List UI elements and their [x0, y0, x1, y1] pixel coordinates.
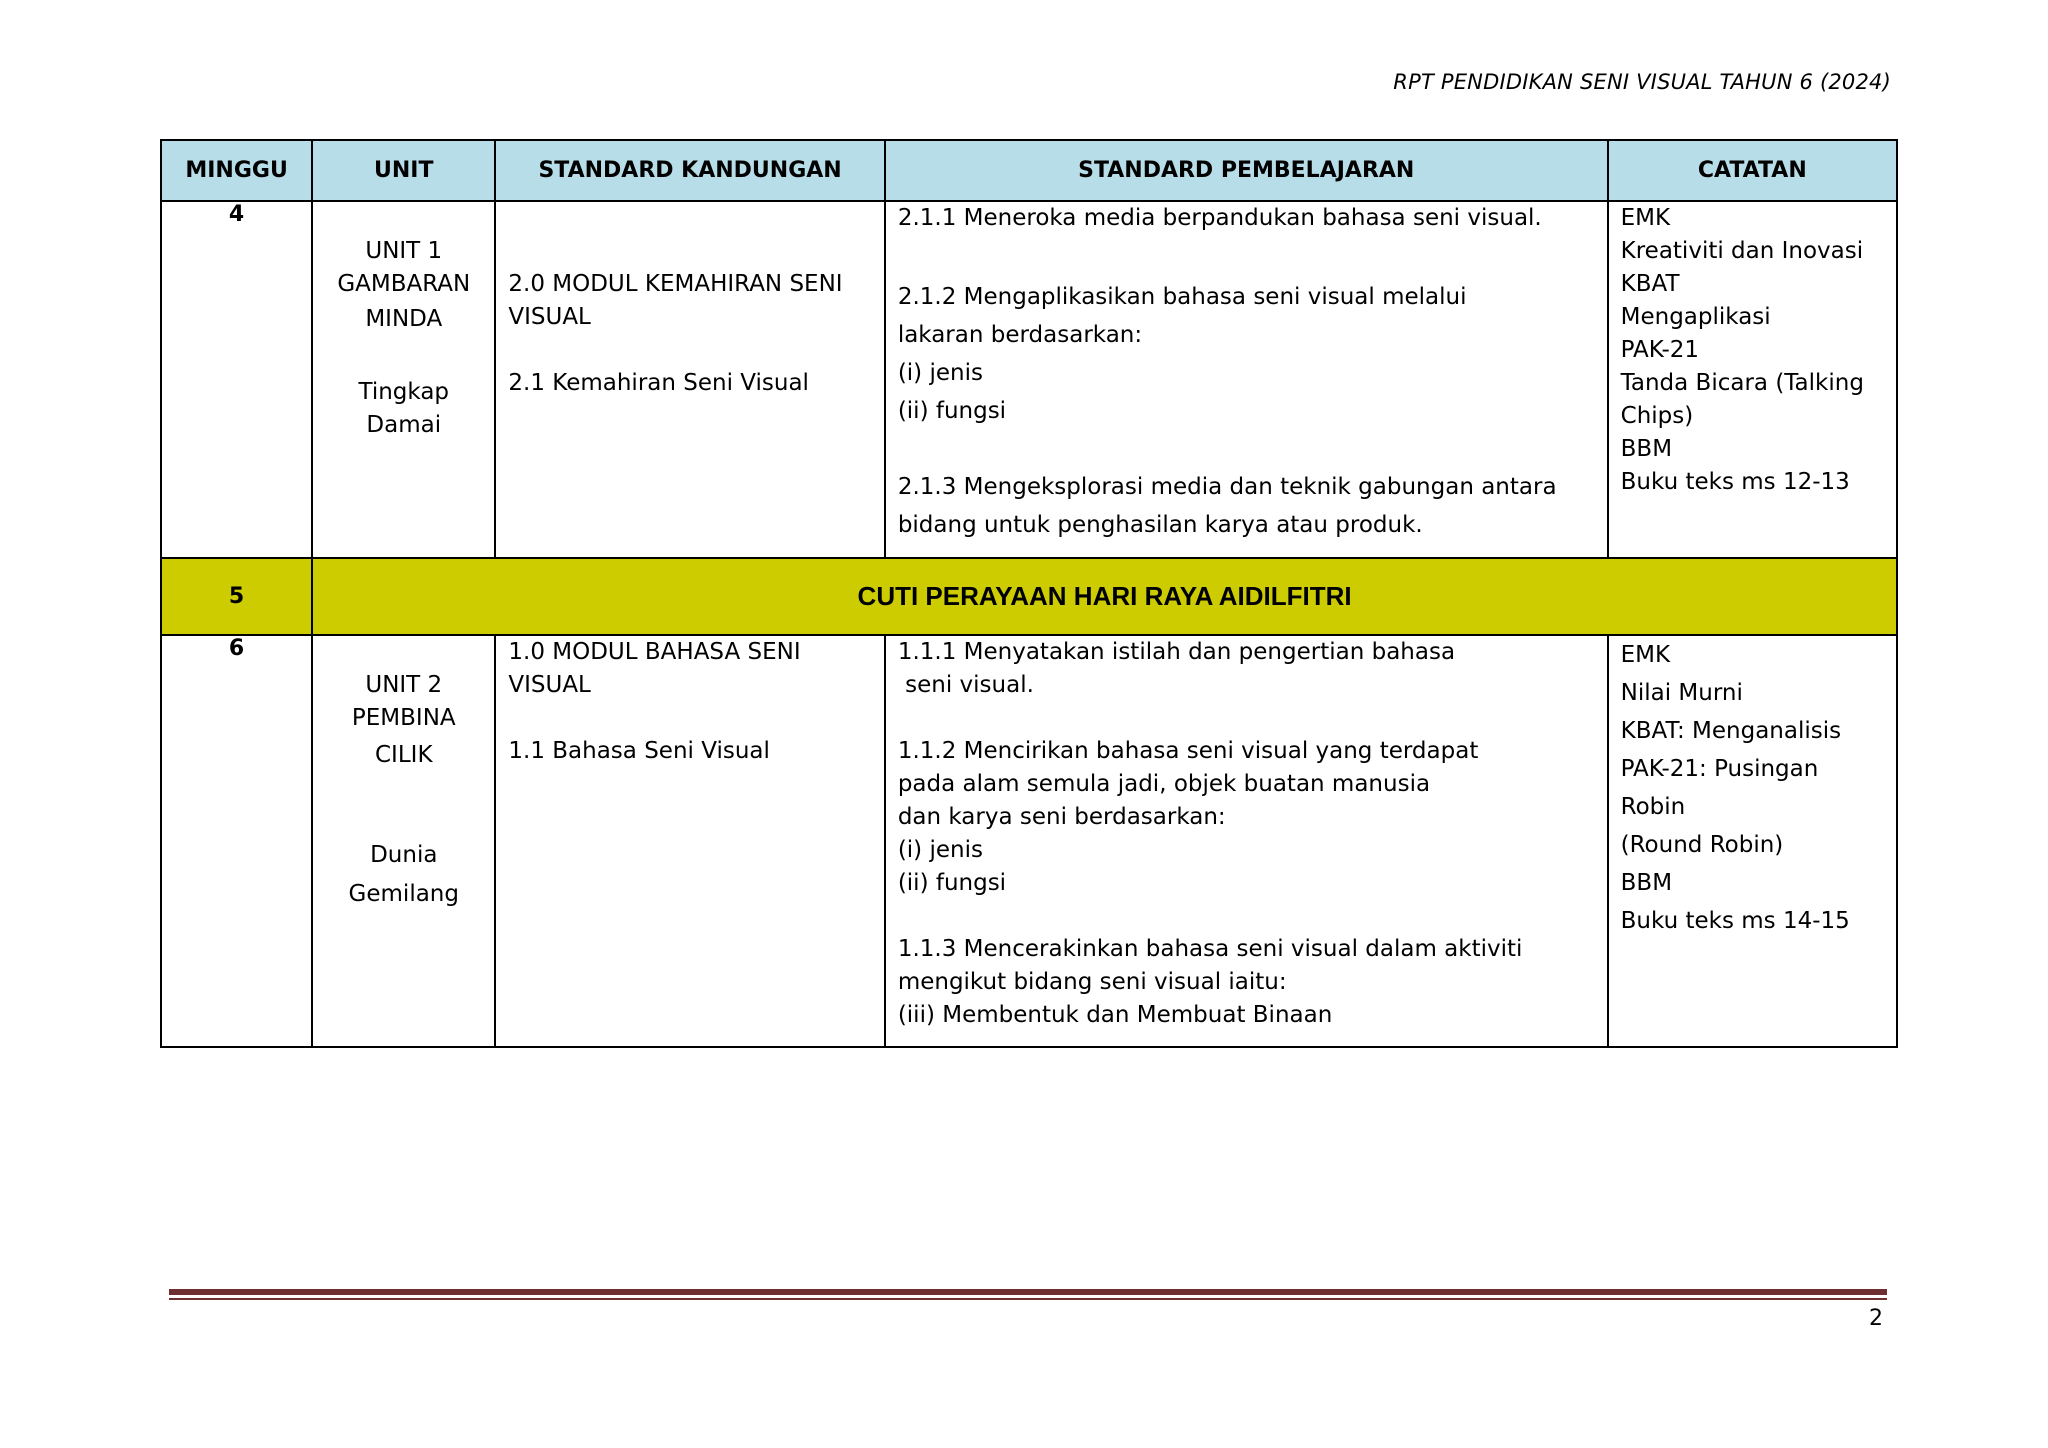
catatan-line: KBAT: Menganalisis — [1620, 718, 1842, 744]
header-catatan: CATATAN — [1608, 140, 1897, 201]
catatan-line: Mengaplikasi — [1620, 304, 1771, 330]
unit-line: Tingkap — [358, 379, 450, 405]
sp-line: (i) jenis — [897, 837, 983, 863]
sp-line: mengikut bidang seni visual iaitu: — [897, 969, 1287, 995]
catatan-line: Buku teks ms 12-13 — [1620, 469, 1850, 495]
standard-kandungan-cell — [495, 635, 884, 1047]
sk-line: 2.1 Kemahiran Seni Visual — [508, 370, 809, 396]
sp-line: 2.1.2 Mengaplikasikan bahasa seni visual melalui — [897, 284, 1467, 310]
sp-line: lakaran berdasarkan: — [897, 322, 1143, 348]
unit-line: GAMBARAN — [337, 271, 471, 297]
sp-line: (ii) fungsi — [897, 398, 1007, 424]
catatan-line: Buku teks ms 14-15 — [1620, 908, 1850, 934]
sp-line: seni visual. — [897, 672, 1034, 698]
footer-divider-thin — [169, 1298, 1887, 1300]
sp-line: 1.1.3 Mencerakinkan bahasa seni visual dalam aktiviti — [897, 936, 1523, 962]
document-header-title: RPT PENDIDIKAN SENI VISUAL TAHUN 6 (2024) — [1393, 70, 1891, 94]
sp-line: bidang untuk penghasilan karya atau produk. — [897, 512, 1423, 538]
catatan-line: Nilai Murni — [1620, 680, 1743, 706]
sk-line: 2.0 MODUL KEMAHIRAN SENI — [508, 271, 843, 297]
holiday-banner: CUTI PERAYAAN HARI RAYA AIDILFITRI — [312, 558, 1897, 635]
standard-pembelajaran-cell — [885, 635, 1608, 1047]
unit-line: Dunia — [370, 842, 438, 868]
unit-line: MINDA — [365, 306, 443, 332]
catatan-line: BBM — [1620, 870, 1673, 896]
table-row — [161, 201, 1897, 558]
rpt-table — [160, 139, 1898, 1048]
header-unit: UNIT — [312, 140, 495, 201]
sp-line: pada alam semula jadi, objek buatan manusia — [897, 771, 1431, 797]
catatan-line: (Round Robin) — [1620, 832, 1784, 858]
table-row — [161, 635, 1897, 1047]
catatan-cell — [1608, 635, 1897, 1047]
catatan-line: Chips) — [1620, 403, 1694, 429]
unit-line: CILIK — [375, 742, 433, 768]
catatan-line: PAK-21 — [1620, 337, 1700, 363]
week-cell: 4 — [161, 201, 312, 558]
catatan-line: PAK-21: Pusingan Robin — [1620, 756, 1819, 820]
unit-line: Gemilang — [348, 881, 459, 907]
page-number: 2 — [1869, 1306, 1883, 1331]
sp-line: (ii) fungsi — [897, 870, 1007, 896]
footer-divider-thick — [169, 1289, 1887, 1295]
sp-line: 1.1.1 Menyatakan istilah dan pengertian bahasa — [897, 639, 1456, 665]
sp-line: 2.1.1 Meneroka media berpandukan bahasa seni visual. — [897, 205, 1542, 231]
sp-line: 2.1.3 Mengeksplorasi media dan teknik gabungan antara — [897, 474, 1557, 500]
header-minggu: MINGGU — [161, 140, 312, 201]
week-cell: 5 — [161, 558, 312, 635]
week-cell: 6 — [161, 635, 312, 1047]
standard-pembelajaran-cell — [885, 201, 1608, 558]
catatan-line: KBAT — [1620, 271, 1680, 297]
catatan-line: Kreativiti dan Inovasi — [1620, 238, 1864, 264]
catatan-line: Tanda Bicara (Talking — [1620, 370, 1864, 396]
unit-cell — [312, 201, 495, 558]
catatan-line: EMK — [1620, 642, 1671, 668]
table-header-row — [161, 140, 1897, 201]
table-row-holiday — [161, 558, 1897, 635]
header-standard-pembelajaran: STANDARD PEMBELAJARAN — [885, 140, 1608, 201]
sp-line: dan karya seni berdasarkan: — [897, 804, 1226, 830]
catatan-cell — [1608, 201, 1897, 558]
unit-line: UNIT 2 — [365, 672, 443, 698]
unit-line: UNIT 1 — [365, 238, 443, 264]
unit-cell — [312, 635, 495, 1047]
sk-line: 1.1 Bahasa Seni Visual — [508, 738, 770, 764]
header-standard-kandungan: STANDARD KANDUNGAN — [495, 140, 884, 201]
catatan-line: EMK — [1620, 205, 1671, 231]
standard-kandungan-cell — [495, 201, 884, 558]
unit-line: Damai — [366, 412, 442, 438]
sp-line: 1.1.2 Mencirikan bahasa seni visual yang terdapat — [897, 738, 1479, 764]
sp-line: (iii) Membentuk dan Membuat Binaan — [897, 1002, 1333, 1028]
sk-line: 1.0 MODUL BAHASA SENI VISUAL — [508, 639, 801, 698]
unit-line: PEMBINA — [351, 705, 456, 731]
sk-line: VISUAL — [508, 304, 591, 330]
catatan-line: BBM — [1620, 436, 1673, 462]
sp-line: (i) jenis — [897, 360, 983, 386]
